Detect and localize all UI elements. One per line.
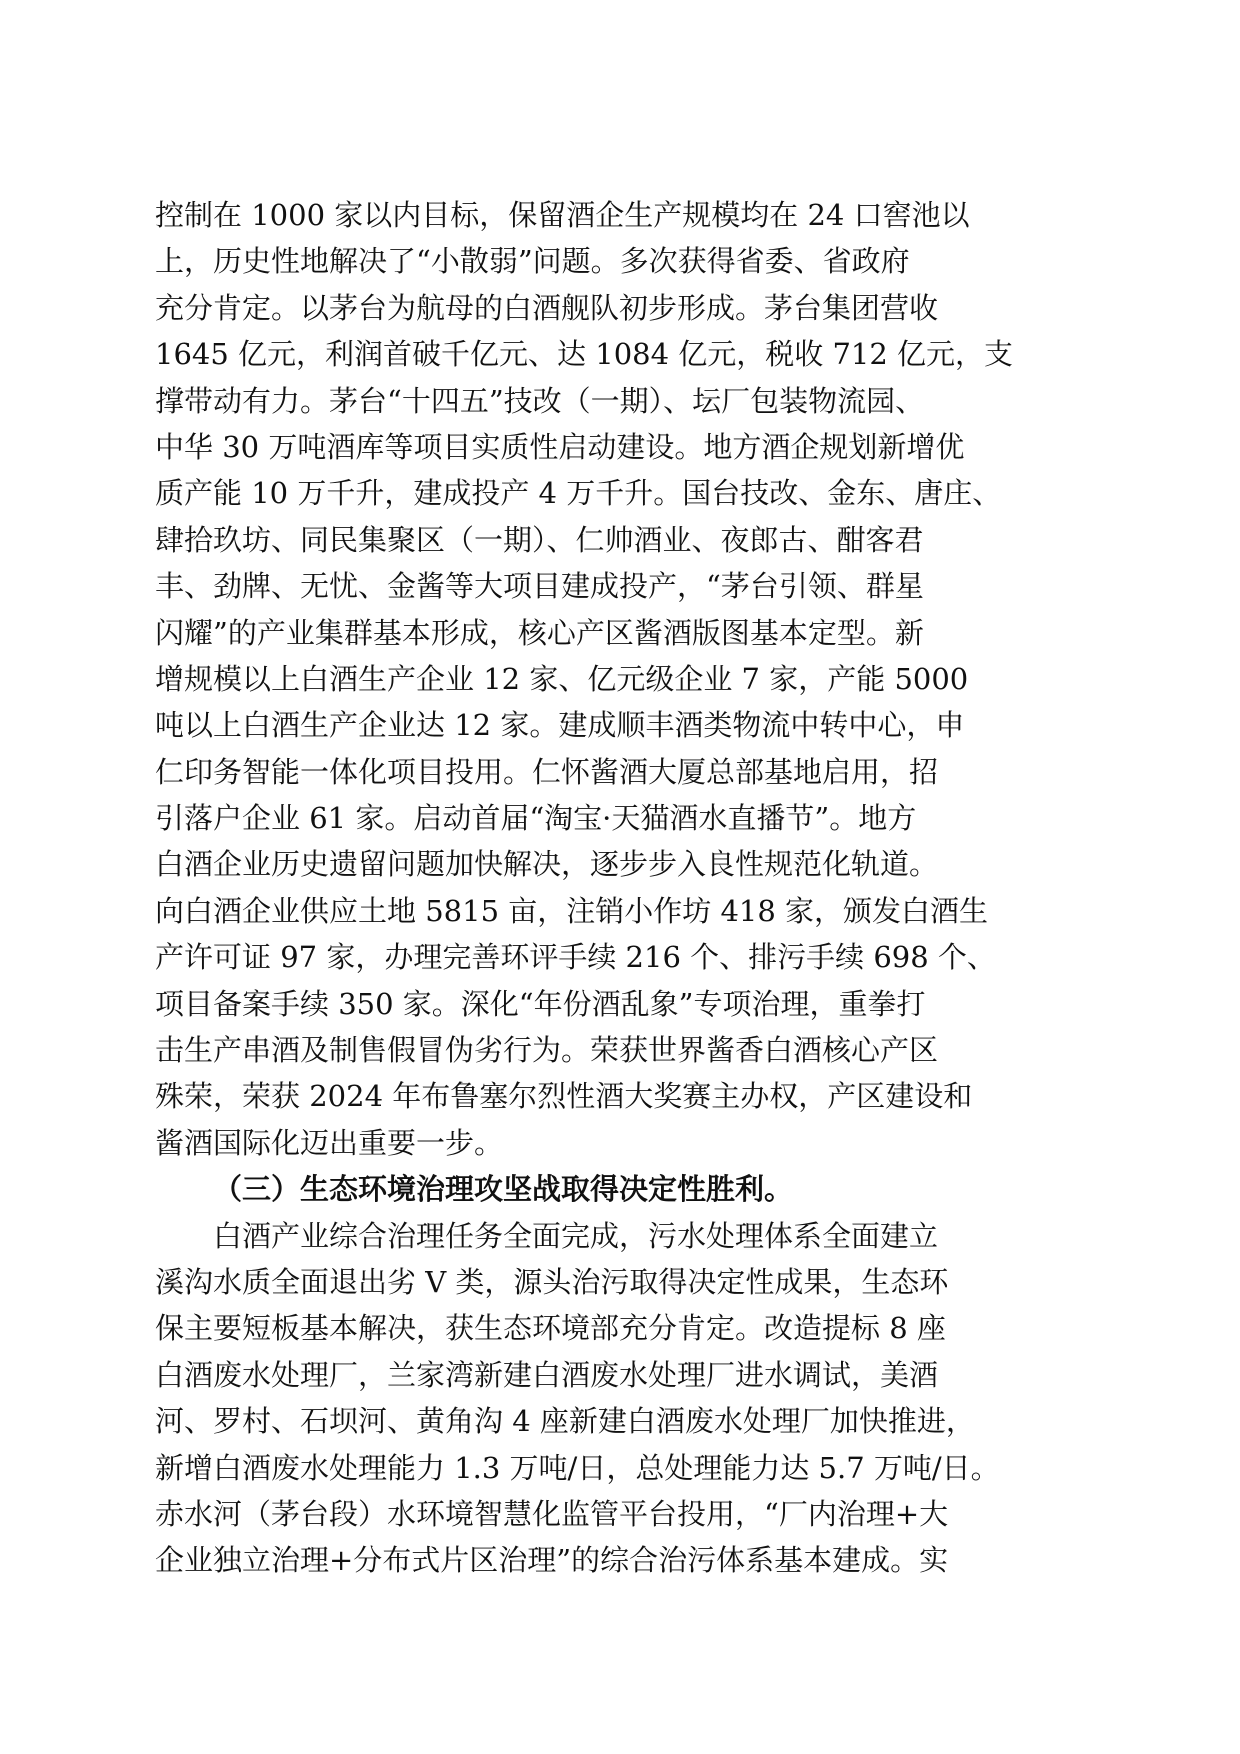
text-line: 殊荣，荣获 2024 年布鲁塞尔烈性酒大奖赛主办权，产区建设和 [155, 1079, 973, 1114]
text-line: 白酒产业综合治理任务全面完成，污水处理体系全面建立 [213, 1218, 939, 1253]
text-line: 1645 亿元，利润首破千亿元、达 1084 亿元，税收 712 亿元，支 [155, 337, 1014, 372]
text-line: 引落户企业 61 家。启动首届“淘宝·天猫酒水直播节”。地方 [155, 801, 917, 836]
text-line: 中华 30 万吨酒库等项目实质性启动建设。地方酒企规划新增优 [155, 429, 965, 464]
text-line: 仁印务智能一体化项目投用。仁怀酱酒大厦总部基地启用，招 [155, 754, 939, 789]
text-line: 充分肯定。以茅台为航母的白酒舰队初步形成。茅台集团营收 [155, 290, 939, 325]
text-line: 丰、劲牌、无忧、金酱等大项目建成投产，“茅台引领、群星 [155, 569, 924, 604]
paragraph-intro [155, 192, 1085, 1166]
text-line: 企业独立治理+分布式片区治理”的综合治污体系基本建成。实 [155, 1543, 949, 1578]
document-page [155, 192, 1085, 1584]
text-line: 吨以上白酒生产企业达 12 家。建成顺丰酒类物流中转中心，申 [155, 708, 965, 743]
text-line: 酱酒国际化迈出重要一步。 [155, 1125, 504, 1160]
text-line: 撑带动有力。茅台“十四五”技改（一期）、坛厂包装物流园、 [155, 383, 925, 418]
text-line: 赤水河（茅台段）水环境智慧化监管平台投用，“厂内治理+大 [155, 1496, 949, 1531]
text-line: 白酒废水处理厂，兰家湾新建白酒废水处理厂进水调试，美酒 [155, 1357, 939, 1392]
section-heading: （三）生态环境治理攻坚战取得决定性胜利。 [213, 1172, 794, 1207]
text-line: 击生产串酒及制售假冒伪劣行为。荣获世界酱香白酒核心产区 [155, 1033, 939, 1068]
text-line: 上，历史性地解决了“小散弱”问题。多次获得省委、省政府 [155, 244, 910, 279]
text-line: 增规模以上白酒生产企业 12 家、亿元级企业 7 家，产能 5000 [155, 661, 969, 696]
text-line: 闪耀”的产业集群基本形成，核心产区酱酒版图基本定型。新 [155, 615, 924, 650]
text-line: 产许可证 97 家，办理完善环评手续 216 个、排污手续 698 个、 [155, 940, 996, 975]
text-line: 新增白酒废水处理能力 1.3 万吨/日，总处理能力达 5.7 万吨/日。 [155, 1450, 1000, 1485]
text-line: 肆拾玖坊、同民集聚区（一期）、仁帅酒业、夜郎古、酣客君 [155, 522, 924, 557]
text-line: 质产能 10 万千升，建成投产 4 万千升。国台技改、金东、唐庄、 [155, 476, 1002, 511]
text-line: 向白酒企业供应土地 5815 亩，注销小作坊 418 家，颁发白酒生 [155, 893, 989, 928]
text-line: 河、罗村、石坝河、黄角沟 4 座新建白酒废水处理厂加快推进， [155, 1404, 975, 1439]
text-line: 项目备案手续 350 家。深化“年份酒乱象”专项治理，重拳打 [155, 986, 926, 1021]
text-line: 白酒企业历史遗留问题加快解决，逐步步入良性规范化轨道。 [155, 847, 939, 882]
text-line: 保主要短板基本解决，获生态环境部充分肯定。改造提标 8 座 [155, 1311, 946, 1346]
paragraph-eco [155, 1213, 1085, 1584]
text-line: 控制在 1000 家以内目标，保留酒企生产规模均在 24 口窖池以 [155, 198, 970, 232]
text-line: 溪沟水质全面退出劣 V 类，源头治污取得决定性成果，生态环 [155, 1264, 949, 1299]
